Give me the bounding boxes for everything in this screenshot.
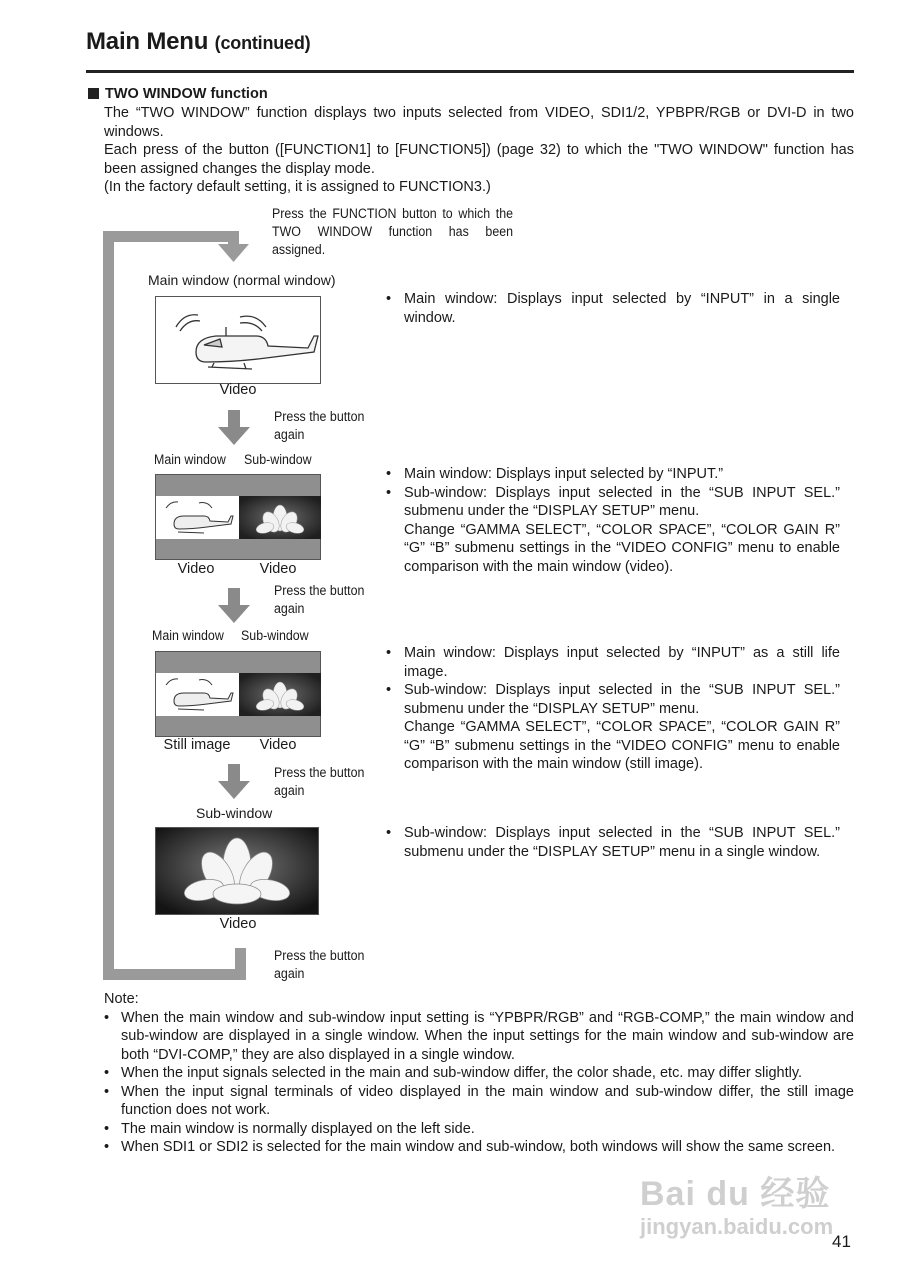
note-item: • When the input signal terminals of video displayed in the main window and sub-window differ, the still image function does not work. <box>104 1083 854 1120</box>
bullet-item: • Main window: Displays input selected by “INPUT” in a single window. <box>384 290 840 327</box>
notes-heading: Note: <box>104 991 139 1007</box>
bullet-continuation: Change “GAMMA SELECT”, “COLOR SPACE”, “COLOR GAIN R” “G” “B” submenu settings in the “VIDEO CONFIG” menu to enable comparison with the main window (video). <box>404 521 840 575</box>
title-text: Main Menu <box>86 28 209 55</box>
step2-sub-label: Sub-window <box>244 452 312 467</box>
section-heading-text: TWO WINDOW function <box>105 86 268 102</box>
helicopter-icon <box>156 673 239 716</box>
step1-description <box>384 290 840 327</box>
step3-caption-right: Video <box>259 737 297 753</box>
step3-caption-left: Still image <box>163 737 231 753</box>
step1-label: Main window (normal window) <box>148 272 336 288</box>
intro-paragraph-3: (In the factory default setting, it is assigned to FUNCTION3.) <box>104 179 491 195</box>
press-function-label: Press the FUNCTION button to which the TWO WINDOW function has been assigned. <box>272 206 514 257</box>
press-again-label: Press the button again <box>274 409 365 442</box>
intro-paragraph-2: Each press of the button ([FUNCTION1] to [FUNCTION5]) (page 32) to which the "TWO WINDOW" function has been assigned changes the display mode. <box>104 142 854 177</box>
notes-section <box>104 990 854 1157</box>
bullet-item: • Sub-window: Displays input selected in the “SUB INPUT SEL.” submenu under the “DISPLAY SETUP” menu. <box>384 484 840 521</box>
press-again-label: Press the button again <box>274 765 365 798</box>
step4-caption: Video <box>219 916 257 932</box>
watermark-logo: Bai du 经验 <box>640 1175 831 1213</box>
main-window-helicopter <box>155 296 321 384</box>
bullet-continuation: Change “GAMMA SELECT”, “COLOR SPACE”, “COLOR GAIN R” “G” “B” submenu settings in the “VIDEO CONFIG” menu to enable comparison with the main window (still image). <box>404 719 840 772</box>
note-item: • When SDI1 or SDI2 is selected for the main window and sub-window, both windows will show the same screen. <box>104 1138 854 1157</box>
step3-sub-label: Sub-window <box>241 628 309 643</box>
intro-paragraph-1: The “TWO WINDOW” function displays two inputs selected from VIDEO, SDI1/2, YPBPR/RGB or DVI-D in two windows. <box>104 105 854 140</box>
step4-description <box>384 824 840 861</box>
bullet-item: • Main window: Displays input selected by “INPUT.” <box>384 465 840 484</box>
helicopter-icon <box>156 496 239 539</box>
sub-window-pane <box>239 673 321 716</box>
step4-label: Sub-window <box>196 805 273 821</box>
title-suffix: (continued) <box>214 33 311 53</box>
note-item: • The main window is normally displayed on the left side. <box>104 1120 854 1139</box>
step3-main-label: Main window <box>152 628 224 643</box>
press-again-label: Press the button again <box>274 948 365 981</box>
sub-window-lotus <box>155 827 319 915</box>
main-window-pane <box>156 496 239 539</box>
press-again-label: Press the button again <box>274 583 365 616</box>
main-window-pane <box>156 673 239 716</box>
step2-description <box>384 465 840 576</box>
step2-main-label: Main window <box>154 452 226 467</box>
step3-description <box>384 644 840 774</box>
down-arrow-icon <box>218 764 250 800</box>
sub-window-pane <box>239 496 321 539</box>
down-arrow-icon <box>218 588 250 624</box>
bullet-item: • Main window: Displays input selected by “INPUT” as a still life image. <box>384 644 840 681</box>
step2-caption-left: Video <box>177 561 215 577</box>
lotus-flower-icon <box>156 828 318 914</box>
lotus-flower-icon <box>239 496 321 539</box>
watermark-url: jingyan.baidu.com <box>640 1214 834 1239</box>
two-window-video-video <box>155 474 321 560</box>
helicopter-icon <box>156 297 320 383</box>
lotus-flower-icon <box>239 673 321 716</box>
step2-caption-right: Video <box>259 561 297 577</box>
bullet-item: • Sub-window: Displays input selected in the “SUB INPUT SEL.” submenu under the “DISPLAY SETUP” menu. <box>384 681 840 718</box>
note-item: • When the main window and sub-window input setting is “YPBPR/RGB” and “RGB-COMP,” the main window and sub-window are displayed in a single window. When the input settings for the main window and sub-window are both “DVI-COMP,” they are also displayed in a single window. <box>104 1009 854 1065</box>
down-arrow-icon <box>218 410 250 446</box>
note-item: • When the input signals selected in the main and sub-window differ, the color shade, etc. may differ slightly. <box>104 1064 854 1083</box>
step1-caption: Video <box>219 382 257 398</box>
two-window-still-video <box>155 651 321 737</box>
page-number: 41 <box>832 1232 851 1251</box>
bullet-item: • Sub-window: Displays input selected in the “SUB INPUT SEL.” submenu under the “DISPLAY SETUP” menu in a single window. <box>384 824 840 861</box>
